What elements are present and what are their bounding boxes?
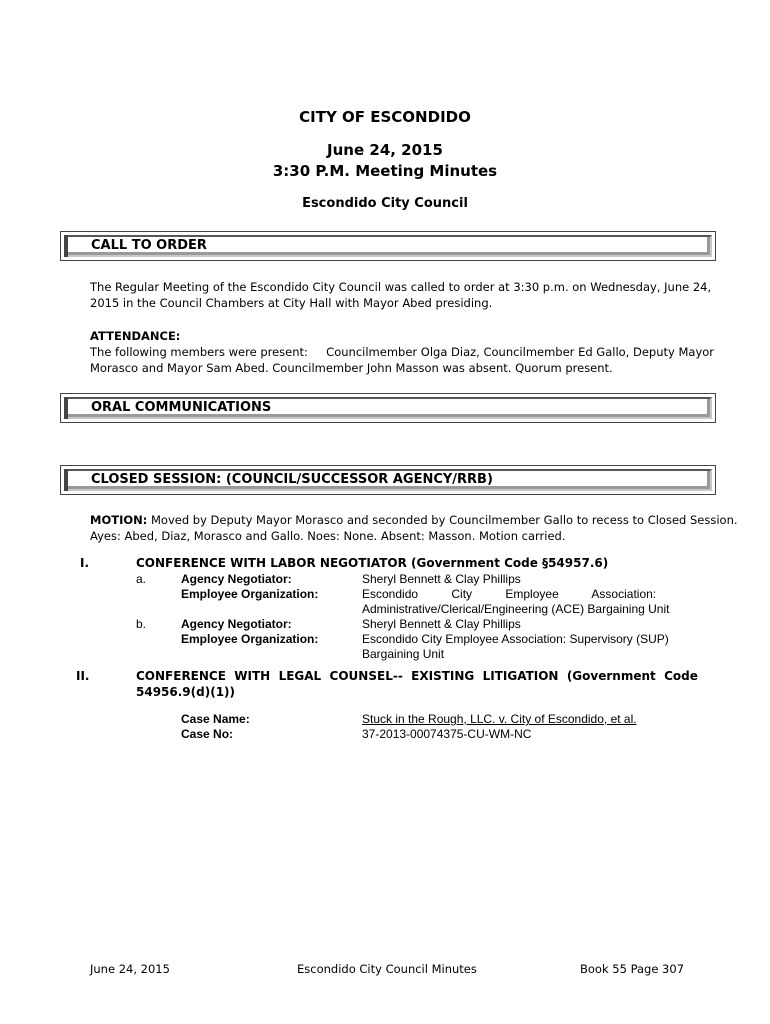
- document-title: CITY OF ESCONDIDO: [299, 108, 471, 126]
- council-name: Escondido City Council: [302, 196, 468, 211]
- agency-negotiator-label: Agency Negotiator:: [181, 572, 292, 586]
- case-name-value: Stuck in the Rough, LLC. v. City of Escondido, et al.: [362, 712, 637, 726]
- case-number-label: Case No:: [181, 727, 234, 741]
- footer-date: June 24, 2015: [90, 962, 170, 976]
- item-number: II.: [76, 669, 90, 683]
- motion-text: MOTION: Moved by Deputy Mayor Morasco and seconded by Councilmember Gallo to recess to Closed Session. Ayes: Abed, Diaz, Morasco and Gallo. Noes: None. Absent: Masson. Motion carried.: [90, 513, 738, 543]
- employee-organization-value-cont: Administrative/Clerical/Engineering (ACE) Bargaining Unit: [362, 602, 670, 616]
- section-title: CALL TO ORDER: [91, 238, 207, 253]
- case-number-value: 37-2013-00074375-CU-WM-NC: [362, 727, 532, 741]
- attendance-label: ATTENDANCE:: [90, 329, 181, 343]
- footer-title: Escondido City Council Minutes: [297, 962, 477, 976]
- item-title: CONFERENCE WITH LABOR NEGOTIATOR (Government Code §54957.6): [136, 556, 609, 570]
- agency-negotiator-value: Sheryl Bennett & Clay Phillips: [362, 572, 521, 586]
- call-to-order-text: The Regular Meeting of the Escondido City Council was called to order at 3:30 p.m. on Wednesday, June 24, 2015 in the Council Chambers at City Hall with Mayor Abed presiding.: [90, 280, 712, 310]
- attendance-block: ATTENDANCE: The following members were present: Councilmember Olga Diaz, Councilmember Ed Gallo, Deputy Mayor Morasco and Mayor Sam Abed. Councilmember John Masson was absent. Quorum present.: [90, 329, 715, 375]
- sub-item-letter: a.: [136, 572, 147, 586]
- section-title: ORAL COMMUNICATIONS: [91, 400, 272, 415]
- employee-organization-label: Employee Organization:: [181, 587, 319, 601]
- employee-organization-value-cont: Bargaining Unit: [362, 647, 445, 661]
- section-header-call-to-order: [60, 231, 716, 261]
- agency-negotiator-label: Agency Negotiator:: [181, 617, 292, 631]
- section-title: CLOSED SESSION: (COUNCIL/SUCCESSOR AGENCY/RRB): [91, 472, 493, 487]
- employee-organization-value: Escondido City Employee Association:: [362, 587, 657, 601]
- employee-organization-label: Employee Organization:: [181, 632, 319, 646]
- item-number: I.: [80, 556, 90, 570]
- footer-page: Book 55 Page 307: [580, 962, 685, 976]
- agency-negotiator-value: Sheryl Bennett & Clay Phillips: [362, 617, 521, 631]
- motion-label: MOTION:: [90, 513, 148, 527]
- section-header-closed-session: [60, 465, 716, 495]
- meeting-date: June 24, 2015: [327, 141, 443, 159]
- item-title-cont: 54956.9(d)(1)): [136, 685, 236, 699]
- case-name-label: Case Name:: [181, 712, 250, 726]
- employee-organization-value: Escondido City Employee Association: Supervisory (SUP): [362, 632, 669, 646]
- sub-item-letter: b.: [136, 617, 147, 631]
- item-title: CONFERENCE WITH LEGAL COUNSEL-- EXISTING LITIGATION (Government Code: [136, 669, 698, 683]
- section-header-oral-communications: [60, 393, 716, 423]
- meeting-title: 3:30 P.M. Meeting Minutes: [272, 162, 498, 180]
